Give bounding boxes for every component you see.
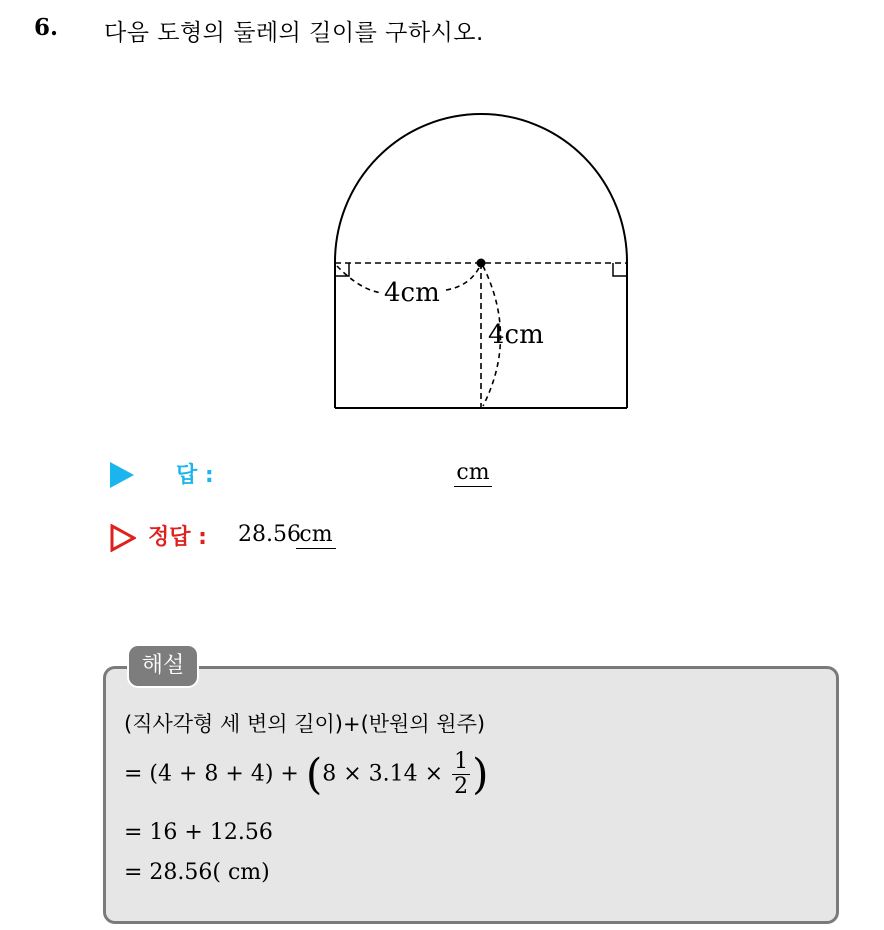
solution-tab: 해설 (129, 646, 197, 686)
semicircle-arc (335, 114, 627, 262)
answer-unit: cm (454, 460, 492, 487)
right-angle-right (613, 263, 627, 276)
answer-row (110, 458, 530, 492)
question-number: 6. (34, 14, 59, 41)
big-paren-close: ) (472, 749, 489, 799)
right-angle-left (335, 263, 349, 276)
figure-diagram (320, 100, 650, 420)
correct-unit: cm (296, 522, 336, 549)
fraction-numerator: 1 (454, 749, 469, 774)
height-label: 4cm (488, 320, 544, 350)
solution-line-2-prefix: = (4 + 8 + 4) + (124, 761, 306, 787)
solution-line-3: = 16 + 12.56 (124, 820, 273, 845)
question-text: 다음 도형의 둘레의 길이를 구하시오. (104, 20, 484, 46)
correct-label: 정답 : (148, 525, 207, 550)
answer-label: 답 : (176, 463, 214, 488)
big-paren-open: ( (305, 749, 323, 799)
fraction (452, 750, 470, 799)
fraction-denominator: 2 (454, 774, 469, 799)
correct-value: 28.56 (238, 522, 301, 547)
solution-line-2-inner: 8 × 3.14 × (322, 761, 451, 787)
correct-answer-row (110, 520, 530, 556)
solution-line-1: (직사각형 세 변의 길이)+(반원의 원주) (124, 712, 486, 736)
center-dot (477, 259, 486, 268)
radius-label: 4cm (384, 278, 440, 308)
solution-line-2 (124, 750, 488, 799)
play-arrow-icon (110, 462, 134, 488)
solution-line-4: = 28.56( cm) (124, 860, 270, 885)
outline-arrow-icon (110, 524, 136, 552)
